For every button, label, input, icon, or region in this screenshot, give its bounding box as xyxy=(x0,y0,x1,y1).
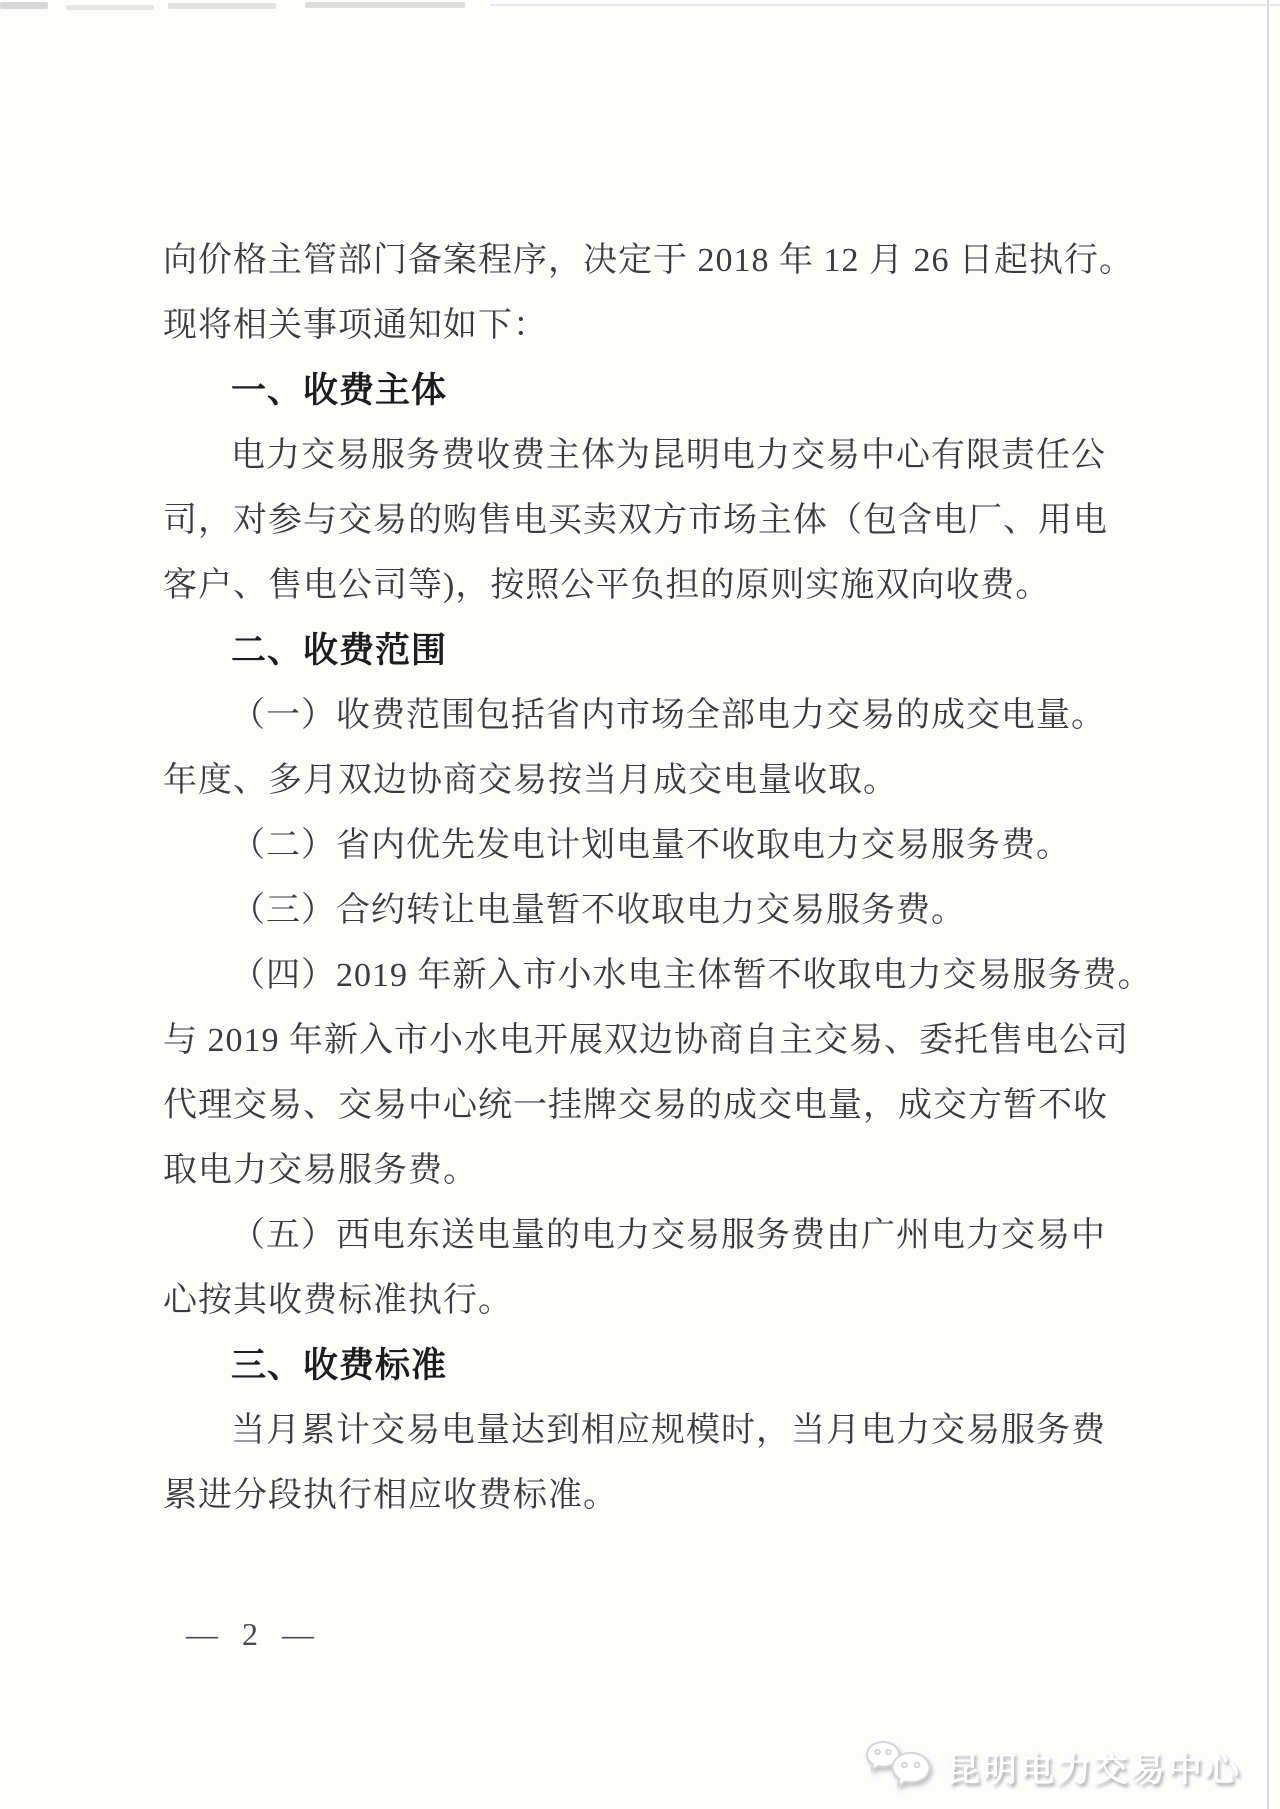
document-body xyxy=(163,228,1153,1528)
text-line: （三）合约转让电量暂不收取电力交易服务费。 xyxy=(231,892,966,929)
text-line: （四）2019 年新入市小水电主体暂不收取电力交易服务费。 xyxy=(231,957,1153,994)
footer-watermark xyxy=(864,1739,1242,1793)
text-line: 电力交易服务费收费主体为昆明电力交易中心有限责任公 xyxy=(231,437,1106,474)
section-heading: 一、收费主体 xyxy=(231,371,448,410)
scan-smudge xyxy=(168,3,276,9)
scan-smudge xyxy=(0,2,48,9)
text-line: 现将相关事项通知如下： xyxy=(163,307,548,344)
section-heading: 二、收费范围 xyxy=(231,631,448,670)
text-line: 年度、多月双边协商交易按当月成交电量收取。 xyxy=(163,762,898,799)
text-line: 向价格主管部门备案程序，决定于 2018 年 12 月 26 日起执行。 xyxy=(163,242,1134,279)
text-line: 客户、售电公司等)，按照公平负担的原则实施双向收费。 xyxy=(163,567,1051,604)
text-line: 取电力交易服务费。 xyxy=(163,1152,478,1189)
text-line: （二）省内优先发电计划电量不收取电力交易服务费。 xyxy=(231,827,1071,864)
text-line: 累进分段执行相应收费标准。 xyxy=(163,1477,618,1514)
text-line: 心按其收费标准执行。 xyxy=(163,1282,513,1319)
wechat-chat-bubbles-icon xyxy=(864,1739,934,1793)
scan-smudge xyxy=(66,5,154,10)
scan-smudge xyxy=(490,4,1280,6)
scan-smudge xyxy=(305,2,465,8)
section-heading: 三、收费标准 xyxy=(231,1346,448,1385)
text-line: 司，对参与交易的购售电买卖双方市场主体（包含电厂、用电 xyxy=(163,502,1108,539)
text-line: 代理交易、交易中心统一挂牌交易的成交电量，成交方暂不收 xyxy=(163,1087,1108,1124)
text-line: 与 2019 年新入市小水电开展双边协商自主交易、委托售电公司 xyxy=(163,1022,1129,1059)
text-line: 当月累计交易电量达到相应规模时，当月电力交易服务费 xyxy=(231,1412,1106,1449)
page-number: — 2 — xyxy=(186,1616,322,1652)
scan-edge-line xyxy=(1267,0,1269,1809)
text-line: （一）收费范围包括省内市场全部电力交易的成交电量。 xyxy=(231,697,1106,734)
text-line: （五）西电东送电量的电力交易服务费由广州电力交易中 xyxy=(231,1217,1106,1254)
watermark-text: 昆明电力交易中心 xyxy=(946,1750,1242,1789)
